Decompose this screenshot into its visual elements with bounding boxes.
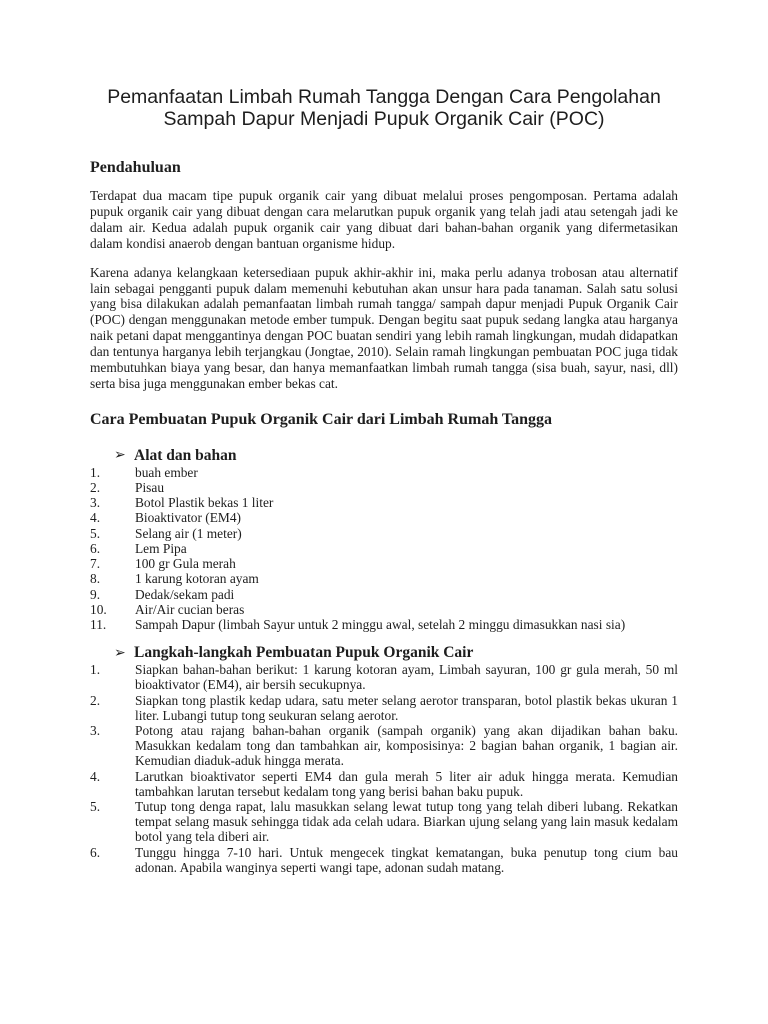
tools-list-item xyxy=(90,617,678,632)
tools-list-item xyxy=(90,510,678,525)
tools-list-item xyxy=(90,602,678,617)
list-item-number: 10. xyxy=(90,601,107,617)
tools-list-item xyxy=(90,495,678,510)
list-item-number: 5. xyxy=(90,798,101,814)
list-item-text: Larutkan bioaktivator seperti EM4 dan gula merah 5 liter air aduk hingga merata. Kemudian tambahkan larutan tersebut kedalam tong yang berisi bahan baku pupuk. xyxy=(135,768,678,799)
tools-list-item xyxy=(90,465,678,480)
tools-list-item xyxy=(90,480,678,495)
list-item-number: 5. xyxy=(90,525,101,541)
document-title: Pemanfaatan Limbah Rumah Tangga Dengan Cara Pengolahan Sampah Dapur Menjadi Pupuk Organik Cair (POC) xyxy=(107,86,661,130)
list-item-text: Pisau xyxy=(135,480,165,496)
method-heading: Cara Pembuatan Pupuk Organik Cair dari Limbah Rumah Tangga xyxy=(90,410,553,428)
list-item-text: Air/Air cucian beras xyxy=(135,601,245,617)
list-item-text: Tunggu hingga 7-10 hari. Untuk mengecek tingkat kematangan, buka penutup tong cium bau adonan. Apabila wanginya seperti wangi tape, adonan sudah matang. xyxy=(135,844,678,875)
tools-subheading-label: Alat dan bahan xyxy=(134,446,237,464)
list-item-text: Siapkan bahan-bahan berikut: 1 karung kotoran ayam, Limbah sayuran, 100 gr gula merah, 50 ml bioaktivator (EM4), air bersih secukupnya. xyxy=(135,662,678,693)
steps-list-item xyxy=(90,799,678,845)
list-item-number: 11. xyxy=(90,616,107,632)
arrow-bullet-icon: ➢ xyxy=(114,448,126,464)
list-item-text: Dedak/sekam padi xyxy=(135,586,235,602)
list-item-text: Bioaktivator (EM4) xyxy=(135,510,241,526)
list-item-number: 4. xyxy=(90,510,101,526)
steps-subheading xyxy=(114,644,678,662)
steps-list-item xyxy=(90,662,678,692)
list-item-number: 8. xyxy=(90,571,101,587)
list-item-number: 7. xyxy=(90,556,101,572)
steps-list-item xyxy=(90,769,678,799)
list-item-number: 6. xyxy=(90,844,101,860)
arrow-bullet-icon: ➢ xyxy=(114,645,126,661)
tools-list-item xyxy=(90,541,678,556)
list-item-number: 3. xyxy=(90,495,101,511)
list-item-text: 100 gr Gula merah xyxy=(135,556,236,572)
list-item-text: buah ember xyxy=(135,464,198,480)
steps-subheading-label: Langkah-langkah Pembuatan Pupuk Organik Cair xyxy=(134,644,474,662)
list-item-number: 1. xyxy=(90,662,101,678)
list-item-text: Sampah Dapur (limbah Sayur untuk 2 minggu awal, setelah 2 minggu dimasukkan nasi sia) xyxy=(135,616,626,632)
list-item-number: 1. xyxy=(90,464,101,480)
list-item-number: 6. xyxy=(90,540,101,556)
list-item-text: Selang air (1 meter) xyxy=(135,525,242,541)
list-item-text: Siapkan tong plastik kedap udara, satu meter selang aerotor transparan, botol plastik bekas ukuran 1 liter. Lubangi tutup tong seukuran selang aerotor. xyxy=(135,692,678,723)
steps-list-item xyxy=(90,845,678,875)
list-item-text: Botol Plastik bekas 1 liter xyxy=(135,495,274,511)
tools-list-item xyxy=(90,556,678,571)
list-item-text: Potong atau rajang bahan-bahan organik (sampah organik) yang akan dijadikan bahan baku. Masukkan kedalam tong dan tambahkan air, komposisinya: 2 bagian bahan organik, 1 bagian air. Kemudian diaduk-aduk hingga merata. xyxy=(135,722,678,769)
list-item-text: Lem Pipa xyxy=(135,540,187,556)
list-item-text: Tutup tong denga rapat, lalu masukkan selang lewat tutup tong yang telah diberi lubang. Rekatkan tempat selang masuk sehingga tidak ada celah udara. Biarkan ujung selang yang lain masuk kedalam botol yang tela diberi air. xyxy=(135,798,678,845)
list-item-number: 3. xyxy=(90,722,101,738)
tools-list-item xyxy=(90,571,678,586)
list-item-number: 4. xyxy=(90,768,101,784)
intro-paragraph-2: Karena adanya kelangkaan ketersediaan pupuk akhir-akhir ini, maka perlu adanya trobosan atau alternatif lain sebagai pengganti pupuk dalam memenuhi kebutuhan akan unsur hara pada tanaman. Salah satu solusi yang bisa dilakukan adalah pemanfaatan limbah rumah tangga/ sampah dapur menjadi Pupuk Organik Cair (POC) dengan menggunakan metode ember tumpuk. Dengan begitu saat pupuk sedang langka atau harganya naik petani dapat menggantinya dengan POC buatan sendiri yang lebih ramah lingkungan, mudah didapatkan dan tentunya harganya lebih terjangkau (Jongtae, 2010). Selain ramah lingkungan pembuatan POC juga tidak membutuhkan biaya yang besar, dan hanya memanfaatkan limbah rumah tangga (sisa buah, sayur, nasi, dll) serta bisa juga menggunakan ember bekas cat. xyxy=(90,264,678,391)
list-item-text: 1 karung kotoran ayam xyxy=(135,571,259,587)
steps-list xyxy=(90,662,678,875)
steps-list-item xyxy=(90,693,678,723)
list-item-number: 9. xyxy=(90,586,101,602)
tools-list xyxy=(90,465,678,632)
tools-subheading xyxy=(114,447,678,465)
intro-paragraph-1: Terdapat dua macam tipe pupuk organik cair yang dibuat melalui proses pengomposan. Pertama adalah pupuk organik cair yang dibuat dengan cara melarutkan pupuk organik yang telah jadi atau setengah jadi ke dalam air. Kedua adalah pupuk organik cair yang dibuat dari bahan-bahan organik yang difermetasikan dalam kondisi anaerob dengan bantuan organisme hidup. xyxy=(90,188,678,251)
tools-list-item xyxy=(90,587,678,602)
list-item-number: 2. xyxy=(90,692,101,708)
tools-list-item xyxy=(90,526,678,541)
steps-list-item xyxy=(90,723,678,769)
list-item-number: 2. xyxy=(90,480,101,496)
intro-heading: Pendahuluan xyxy=(90,159,181,176)
